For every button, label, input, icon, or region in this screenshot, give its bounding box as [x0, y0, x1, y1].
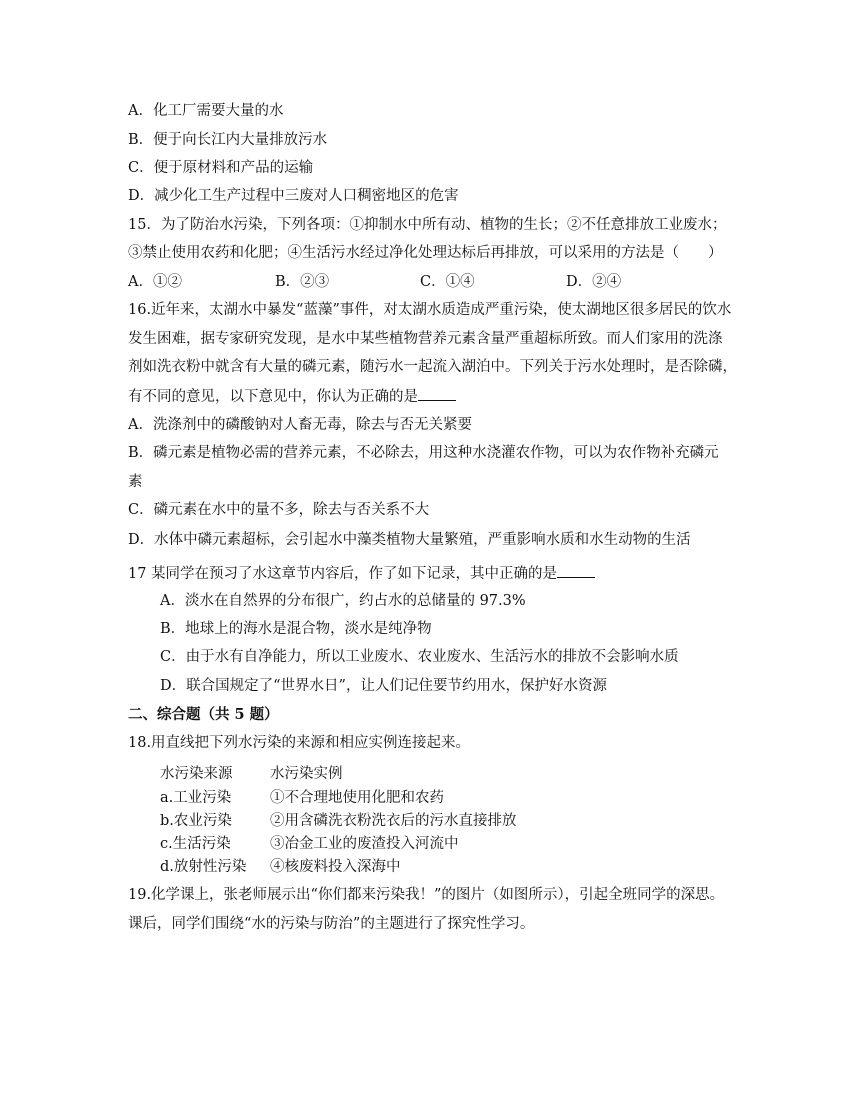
q15-option-d: D．②④ — [566, 274, 622, 290]
q18-source-b: b.农业污染 — [160, 813, 232, 829]
q14-option-c: C．便于原材料和产品的运输 — [128, 160, 314, 176]
q18-example-2: ②用含磷洗衣粉洗衣后的污水直接排放 — [270, 813, 517, 829]
section-heading: 二、综合题（共 5 题） — [128, 706, 279, 723]
q17-option-b: B．地球上的海水是混合物，淡水是纯净物 — [160, 621, 432, 637]
q17-stem-text: 17 某同学在预习了水这章节内容后，作了如下记录，其中正确的是 — [128, 566, 558, 582]
q16-option-c: C．磷元素在水中的量不多，除去与否关系不大 — [128, 502, 430, 518]
q18-example-1: ①不合理地使用化肥和农药 — [270, 790, 444, 806]
q17-option-c: C．由于水有自净能力，所以工业废水、农业废水、生活污水的排放不会影响水质 — [160, 649, 679, 665]
q16-option-b-line1: B．磷元素是植物必需的营养元素，不必除去，用这种水浇灌农作物，可以为农作物补充磷元 — [128, 445, 719, 461]
answer-blank — [418, 386, 456, 401]
q16-option-b-line2: 素 — [128, 474, 143, 490]
q16-stem-line3: 剂如洗衣粉中就含有大量的磷元素，随污水一起流入湖泊中。下列关于污水处理时，是否除磷， — [128, 359, 737, 375]
q16-stem-text: 有不同的意见，以下意见中，你认为正确的是 — [128, 389, 418, 405]
q16-option-d: D．水体中磷元素超标，会引起水中藻类植物大量繁殖，严重影响水质和水生动物的生活 — [128, 532, 691, 548]
q18-source-a: a.工业污染 — [160, 790, 232, 806]
q15-option-a: A．①② — [128, 274, 182, 290]
q18-source-d: d.放射性污染 — [160, 859, 247, 875]
q15-stem-line2: ③禁止使用农药和化肥；④生活污水经过净化处理达标后再排放，可以采用的方法是（ ） — [128, 245, 723, 261]
q17-option-d: D．联合国规定了“世界水日”，让人们记住要节约用水，保护好水资源 — [160, 678, 607, 694]
q18-col2-header: 水污染实例 — [270, 766, 343, 782]
q16-stem-line1: 16.近年来，太湖水中暴发“蓝藻”事件，对太湖水质造成严重污染，使太湖地区很多居民的饮水 — [128, 302, 732, 318]
q18-example-3: ③冶金工业的废渣投入河流中 — [270, 836, 459, 852]
answer-blank — [557, 563, 595, 578]
q18-source-c: c.生活污染 — [160, 836, 231, 852]
q18-stem: 18.用直线把下列水污染的来源和相应实例连接起来。 — [128, 735, 471, 751]
q18-example-4: ④核废料投入深海中 — [270, 859, 401, 875]
q19-stem-line1: 19.化学课上，张老师展示出“你们都来污染我！”的图片（如图所示），引起全班同学的深思。 — [128, 887, 725, 903]
q15-option-c: C．①④ — [420, 274, 475, 290]
q14-option-a: A．化工厂需要大量的水 — [128, 103, 284, 119]
q15-stem-line1: 15．为了防治水污染，下列各项：①抑制水中所有动、植物的生长；②不任意排放工业废水； — [128, 217, 727, 233]
q15-option-b: B．②③ — [275, 274, 330, 290]
q19-stem-line2: 课后，同学们围绕“水的污染与防治”的主题进行了探究性学习。 — [128, 916, 535, 932]
q16-stem-line4 — [128, 386, 456, 407]
q18-col1-header: 水污染来源 — [160, 766, 233, 782]
q14-option-b: B．便于向长江内大量排放污水 — [128, 132, 328, 148]
q14-option-d: D．减少化工生产过程中三废对人口稠密地区的危害 — [128, 188, 459, 204]
q17-option-a: A．淡水在自然界的分布很广，约占水的总储量的 97.3% — [160, 593, 526, 609]
q16-option-a: A．洗涤剂中的磷酸钠对人畜无毒，除去与否无关紧要 — [128, 417, 472, 433]
q16-stem-line2: 发生困难，据专家研究发现，是水中某些植物营养元素含量严重超标所致。而人们家用的洗涤 — [128, 331, 723, 347]
q17-stem — [128, 563, 595, 584]
